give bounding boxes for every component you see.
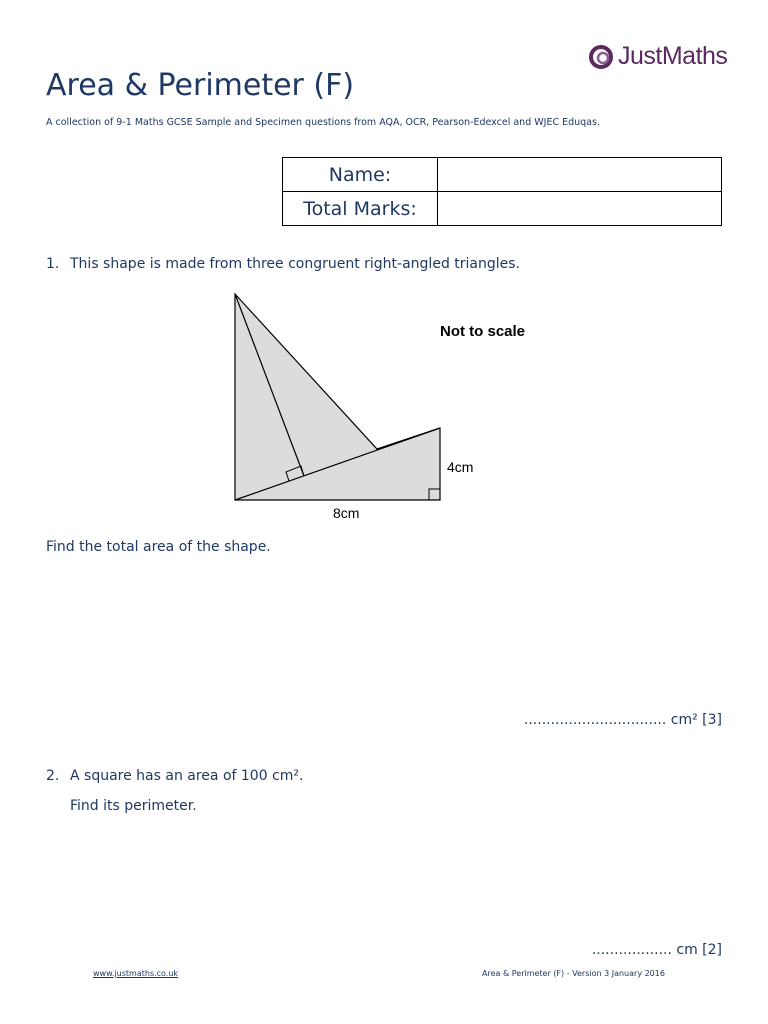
footer-website-link[interactable]: www.justmaths.co.uk [93,969,179,978]
logo-text: JustMaths [618,42,728,70]
shape-outline [235,294,440,500]
justmaths-logo [588,40,728,76]
page-subtitle: A collection of 9-1 Maths GCSE Sample and Specimen questions from AQA, OCR, Pearson-Edexcel and WJEC Eduqas. [46,117,600,128]
page-title: Area & Perimeter (F) [46,68,355,103]
question-2-text: A square has an area of 100 cm². [70,768,304,784]
name-row [283,158,722,192]
question-2-number: 2. [46,768,60,784]
question-1-number: 1. [46,256,60,272]
question-1-instruction: Find the total area of the shape. [46,539,271,555]
marks-row [283,192,722,226]
marks-field[interactable] [438,192,722,226]
question-2-instruction: Find its perimeter. [70,798,197,814]
question-1-answer-line[interactable]: ................................ cm² [3] [523,712,722,728]
not-to-scale-note: Not to scale [440,323,525,340]
marks-label: Total Marks: [283,192,438,226]
logo-swirl-icon [588,42,616,72]
footer-version: Area & Perimeter (F) - Version 3 January 2016 [482,969,665,978]
base-label: 8cm [333,505,360,521]
triangle-diagram [225,285,525,525]
question-2-answer-line[interactable]: .................. cm [2] [591,942,722,958]
name-field[interactable] [438,158,722,192]
name-label: Name: [283,158,438,192]
question-1-text: This shape is made from three congruent right-angled triangles. [70,256,520,272]
height-label: 4cm [447,459,474,475]
student-info-table [282,157,722,226]
